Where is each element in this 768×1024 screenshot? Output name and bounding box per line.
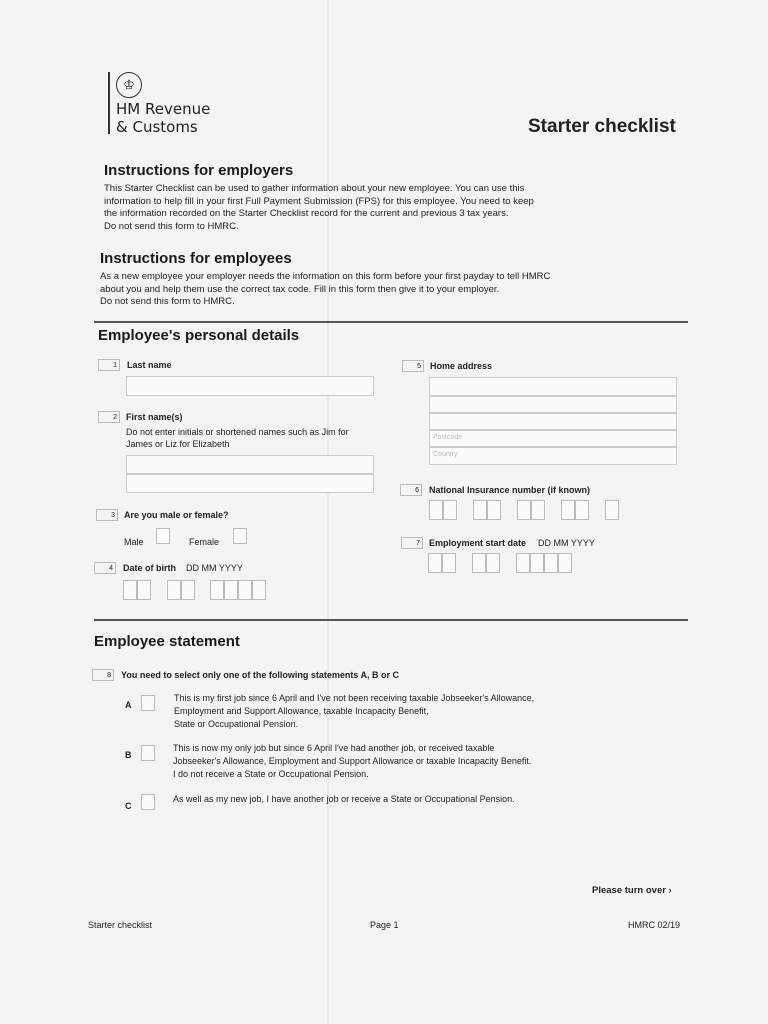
question-number: 5 xyxy=(402,360,424,372)
question-number: 4 xyxy=(94,562,116,574)
document-title: Starter checklist xyxy=(528,116,676,137)
start-day-2[interactable] xyxy=(442,553,456,573)
start-year-3[interactable] xyxy=(544,553,558,573)
dob-month-1[interactable] xyxy=(167,580,181,600)
dob-label: Date of birth xyxy=(123,563,176,573)
dob-year-4[interactable] xyxy=(252,580,266,600)
dob-month-2[interactable] xyxy=(181,580,195,600)
statement-line: I do not receive a State or Occupational Pension. xyxy=(173,769,369,779)
question-number: 8 xyxy=(92,669,114,681)
statement-c-checkbox[interactable] xyxy=(141,794,155,810)
employees-line: about you and help them use the correct tax code. Fill in this form then give it to your employer. xyxy=(100,283,500,295)
last-name-label: Last name xyxy=(127,360,172,370)
footer-form-code: HMRC 02/19 xyxy=(628,920,681,930)
female-label: Female xyxy=(189,537,220,547)
statement-c-text xyxy=(173,793,573,806)
employees-line: As a new employee your employer needs the information on this form before your first payday to tell HMRC xyxy=(100,271,551,282)
dob-day-1[interactable] xyxy=(123,580,137,600)
ni-box-1[interactable] xyxy=(429,500,443,520)
address-line-3[interactable] xyxy=(429,413,677,430)
question-number: 6 xyxy=(400,484,422,496)
ni-box-7[interactable] xyxy=(561,500,575,520)
start-year-2[interactable] xyxy=(530,553,544,573)
logo-rule xyxy=(108,72,110,134)
female-checkbox[interactable] xyxy=(233,528,247,544)
dob-day-2[interactable] xyxy=(137,580,151,600)
employees-instructions xyxy=(100,271,600,309)
first-name-note-line: Do not enter initials or shortened names such as Jim for xyxy=(126,427,349,437)
first-name-note xyxy=(126,426,386,450)
please-turn-over: Please turn over › xyxy=(592,885,672,896)
question-number: 7 xyxy=(401,537,423,549)
employers-instructions xyxy=(104,183,604,233)
employee-statement-heading: Employee statement xyxy=(94,633,240,650)
dob-year-1[interactable] xyxy=(210,580,224,600)
question-number: 2 xyxy=(98,411,120,423)
ni-box-3[interactable] xyxy=(473,500,487,520)
employees-heading: Instructions for employees xyxy=(100,250,292,267)
crown-crest-icon: ♔ xyxy=(116,72,142,98)
dob-year-3[interactable] xyxy=(238,580,252,600)
statement-line: Jobseeker's Allowance, Employment and Support Allowance or taxable Incapacity Benefit. xyxy=(173,756,532,766)
dob-format: DD MM YYYY xyxy=(186,563,243,573)
logo-text-line1: HM Revenue xyxy=(116,100,211,118)
address-line-2[interactable] xyxy=(429,396,677,413)
employees-line: Do not send this form to HMRC. xyxy=(100,296,235,307)
first-name-label: First name(s) xyxy=(126,412,183,422)
last-name-field[interactable] xyxy=(126,376,374,396)
statement-a-checkbox[interactable] xyxy=(141,695,155,711)
ni-box-9[interactable] xyxy=(605,500,619,520)
question-number: 3 xyxy=(96,509,118,521)
start-date-format: DD MM YYYY xyxy=(538,538,595,548)
ni-box-6[interactable] xyxy=(531,500,545,520)
first-name-field-2[interactable] xyxy=(126,474,374,493)
statement-line: This is now my only job but since 6 April I've had another job, or received taxable xyxy=(173,743,495,753)
postcode-field[interactable] xyxy=(429,430,677,447)
start-day-1[interactable] xyxy=(428,553,442,573)
statement-line: Employment and Support Allowance, taxable Incapacity Benefit, xyxy=(174,706,429,716)
ni-box-8[interactable] xyxy=(575,500,589,520)
statement-a-letter: A xyxy=(125,700,132,710)
statement-line: This is my first job since 6 April and I've not been receiving taxable Jobseeker's Allowance, xyxy=(174,693,535,703)
personal-details-heading: Employee's personal details xyxy=(98,327,300,344)
statement-b-text xyxy=(173,742,573,781)
postcode-placeholder: Postcode xyxy=(433,434,463,441)
statement-c-letter: C xyxy=(125,801,132,811)
country-field[interactable] xyxy=(429,447,677,465)
ni-number-label: National Insurance number (if known) xyxy=(429,485,591,495)
start-date-label: Employment start date xyxy=(429,538,527,548)
employers-line: information to help fill in your first Full Payment Submission (FPS) for this employee. You need to keep xyxy=(104,195,534,207)
employers-heading: Instructions for employers xyxy=(104,162,294,179)
statement-b-checkbox[interactable] xyxy=(141,745,155,761)
address-line-1[interactable] xyxy=(429,377,677,396)
ni-box-5[interactable] xyxy=(517,500,531,520)
statement-line: State or Occupational Pension. xyxy=(174,719,299,729)
logo-text-line2: & Customs xyxy=(116,118,198,136)
section-divider xyxy=(94,321,688,323)
first-name-field-1[interactable] xyxy=(126,455,374,474)
employers-line: the information recorded on the Starter Checklist record for the current and previous 3 tax years. xyxy=(104,208,509,219)
ni-box-4[interactable] xyxy=(487,500,501,520)
footer-page-number: Page 1 xyxy=(370,920,399,930)
start-year-4[interactable] xyxy=(558,553,572,573)
employers-line: This Starter Checklist can be used to gather information about your new employee. You can use this xyxy=(104,183,525,194)
statement-line: As well as my new job, I have another job or receive a State or Occupational Pension. xyxy=(173,794,515,804)
statement-b-letter: B xyxy=(125,750,132,760)
ni-box-2[interactable] xyxy=(443,500,457,520)
start-month-1[interactable] xyxy=(472,553,486,573)
home-address-label: Home address xyxy=(430,361,493,371)
statement-a-text xyxy=(174,692,574,731)
start-month-2[interactable] xyxy=(486,553,500,573)
country-placeholder: Country xyxy=(433,451,458,458)
first-name-note-line: James or Liz for Elizabeth xyxy=(126,439,230,449)
employers-line: Do not send this form to HMRC. xyxy=(104,220,239,232)
section-divider xyxy=(94,619,688,621)
scan-fold-line xyxy=(327,0,329,1024)
male-checkbox[interactable] xyxy=(156,528,170,544)
dob-year-2[interactable] xyxy=(224,580,238,600)
start-year-1[interactable] xyxy=(516,553,530,573)
statement-instruction: You need to select only one of the following statements A, B or C xyxy=(121,670,400,680)
question-number: 1 xyxy=(98,359,120,371)
sex-question-label: Are you male or female? xyxy=(124,510,229,520)
footer-form-name: Starter checklist xyxy=(88,920,153,930)
male-label: Male xyxy=(124,537,144,547)
